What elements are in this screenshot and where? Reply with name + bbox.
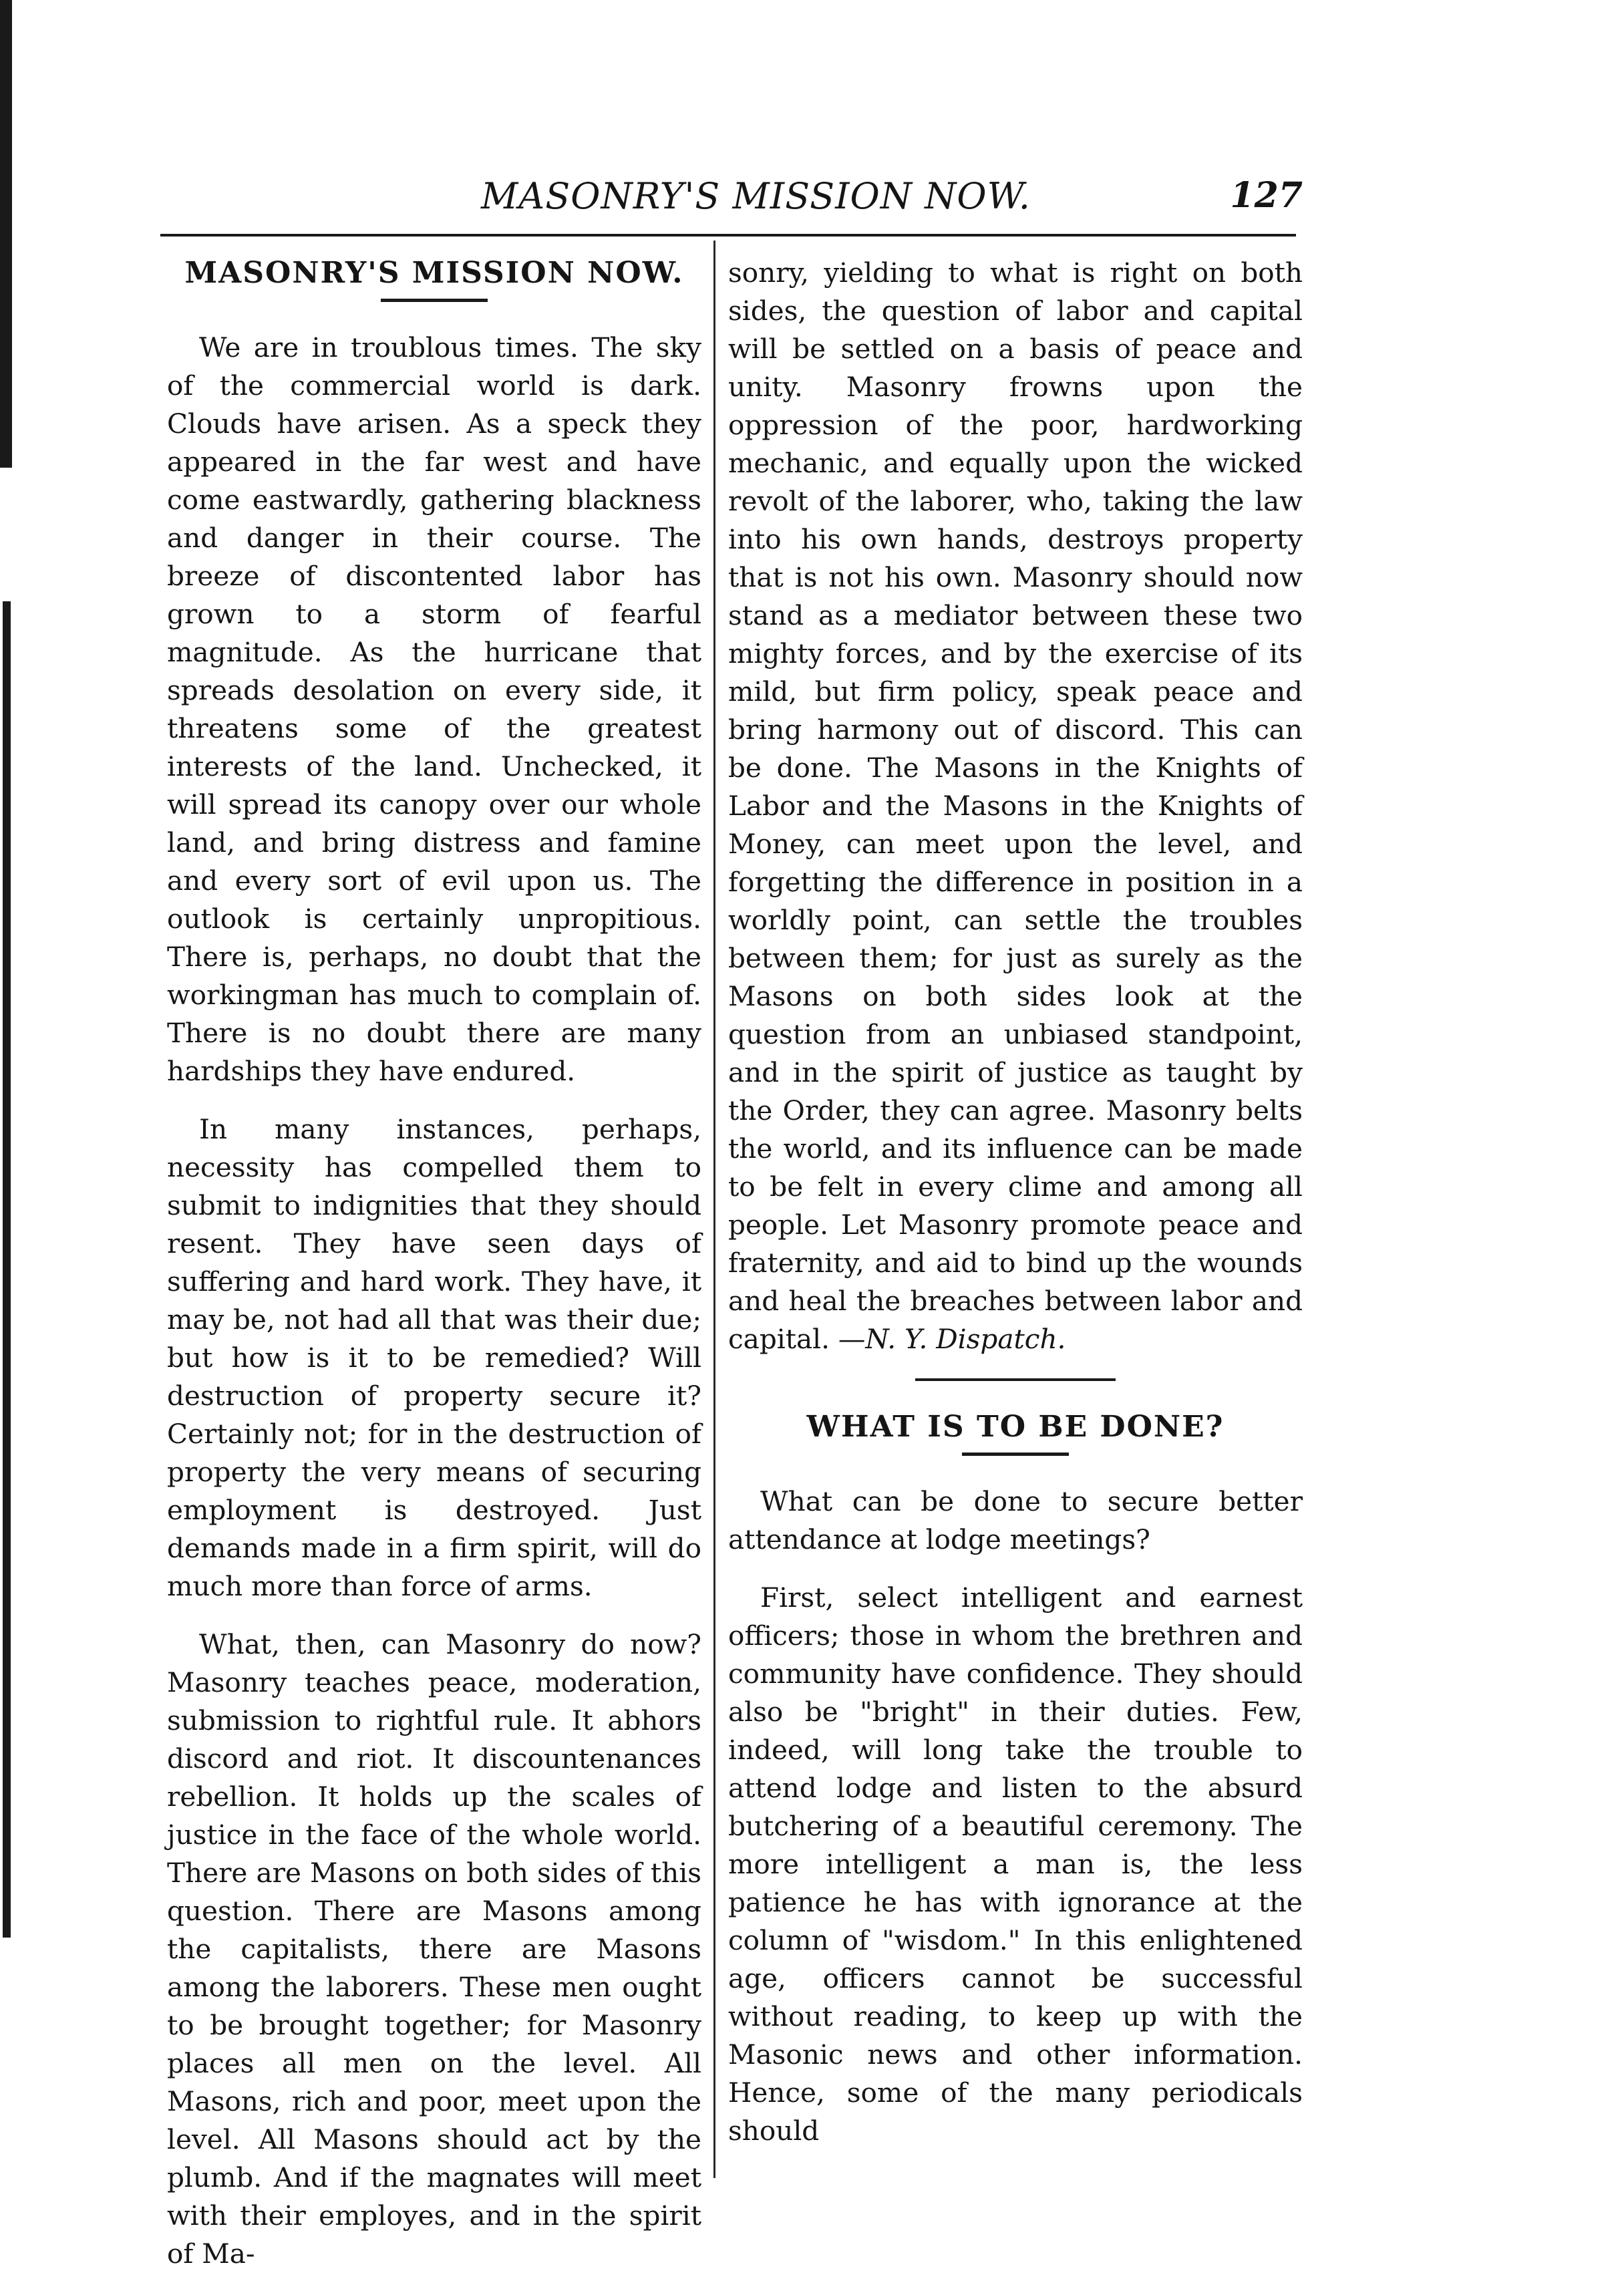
column-divider — [713, 241, 715, 2178]
article-paragraph: What, then, can Masonry do now? Masonry teaches peace, moderation, submission to rightful rule. It abhors discord and riot. It discountenances rebellion. It holds up the scales of justice in the face of the whole world. There are Masons on both sides of this question. There are Masons among the capitalists, there are Masons among the laborers. These men ought to be brought together; for Masonry places all men on the level. All Masons, rich and poor, meet upon the level. All Masons should act by the plumb. And if the magnates will meet with their employes, and in the spirit of Ma- — [167, 1628, 701, 2270]
title-ornament — [381, 299, 488, 302]
binding-edge-lower — [3, 601, 11, 1938]
running-title: MASONRY'S MISSION NOW. — [481, 175, 1031, 217]
article-paragraph: What can be done to secure better attendance at lodge meetings? — [728, 1485, 1303, 1555]
header-rule — [160, 234, 1296, 237]
binding-edge — [0, 0, 12, 468]
article-title: MASONRY'S MISSION NOW. — [184, 256, 684, 290]
left-column — [167, 254, 701, 2293]
continuation-text: sonry, yielding to what is right on both sides, the question of labor and capital will be settled on a basis of peace and unity. Masonry frowns upon the oppression of the poor, hardworking mechanic, and equally upon the wicked revolt of the laborer, who, taking the law into his own hands, destroys property that is not his own. Masonry should now stand as a mediator between these two mighty forces, and by the exercise of its mild, but firm policy, speak peace and bring harmony out of discord. This can be done. The Masons in the Knights of Labor and the Masons in the Knights of Money, can meet upon the level, and forgetting the difference in position in a worldly point, can settle the troubles between them; for just as surely as the Masons on both sides look at the question from an unbiased standpoint, and in the spirit of justice as taught by the Order, they can agree. Masonry belts the world, and its influence can be made to be felt in every clime and among all people. Let Masonry promote peace and fraternity, and aid to bind up the wounds and heal the breaches between labor and capital. — [728, 257, 1303, 1355]
article-paragraph: In many instances, perhaps, necessity has compelled them to submit to indignities that they should resent. They have seen days of suffering and hard work. They have, it may be, not had all that was their due; but how is it to be remedied? Will destruction of property secure it? Certainly not; for in the destruction of property the very means of securing employment is destroyed. Just demands made in a firm spirit, will do much more than force of arms. — [167, 1113, 701, 1602]
article-paragraph: We are in troublous times. The sky of the commercial world is dark. Clouds have arisen. As a speck they appeared in the far west and have come eastwardly, gathering blackness and danger in their course. The breeze of discontented labor has grown to a storm of fearful magnitude. As the hurricane that spreads desolation on every side, it threatens some of the greatest interests of the land. Unchecked, it will spread its canopy over our whole land, and bring distress and famine and every sort of evil upon us. The outlook is certainly unpropitious. There is, perhaps, no doubt that the workingman has much to complain of. There is no doubt there are many hardships they have endured. — [167, 331, 701, 1087]
page-header — [194, 114, 1303, 217]
section-rule — [915, 1378, 1116, 1381]
right-column — [728, 254, 1303, 2170]
title-ornament-2 — [962, 1453, 1069, 1456]
citation: —N. Y. Dispatch. — [838, 1323, 1066, 1355]
article-title-2: WHAT IS TO BE DONE? — [806, 1410, 1225, 1444]
page-number: 127 — [1230, 175, 1303, 216]
article-paragraph: First, select intelligent and earnest officers; those in whom the brethren and community have confidence. They should also be "bright" in their duties. Few, indeed, will long take the trouble to attend lodge and listen to the absurd butchering of a beautiful ceremony. The more intelligent a man is, the less patience he has with ignorance at the column of "wisdom." In this enlightened age, officers cannot be successful without reading, to keep up with the Masonic news and other information. Hence, some of the many periodicals should — [728, 1581, 1303, 2147]
article-continuation — [728, 254, 1303, 1358]
